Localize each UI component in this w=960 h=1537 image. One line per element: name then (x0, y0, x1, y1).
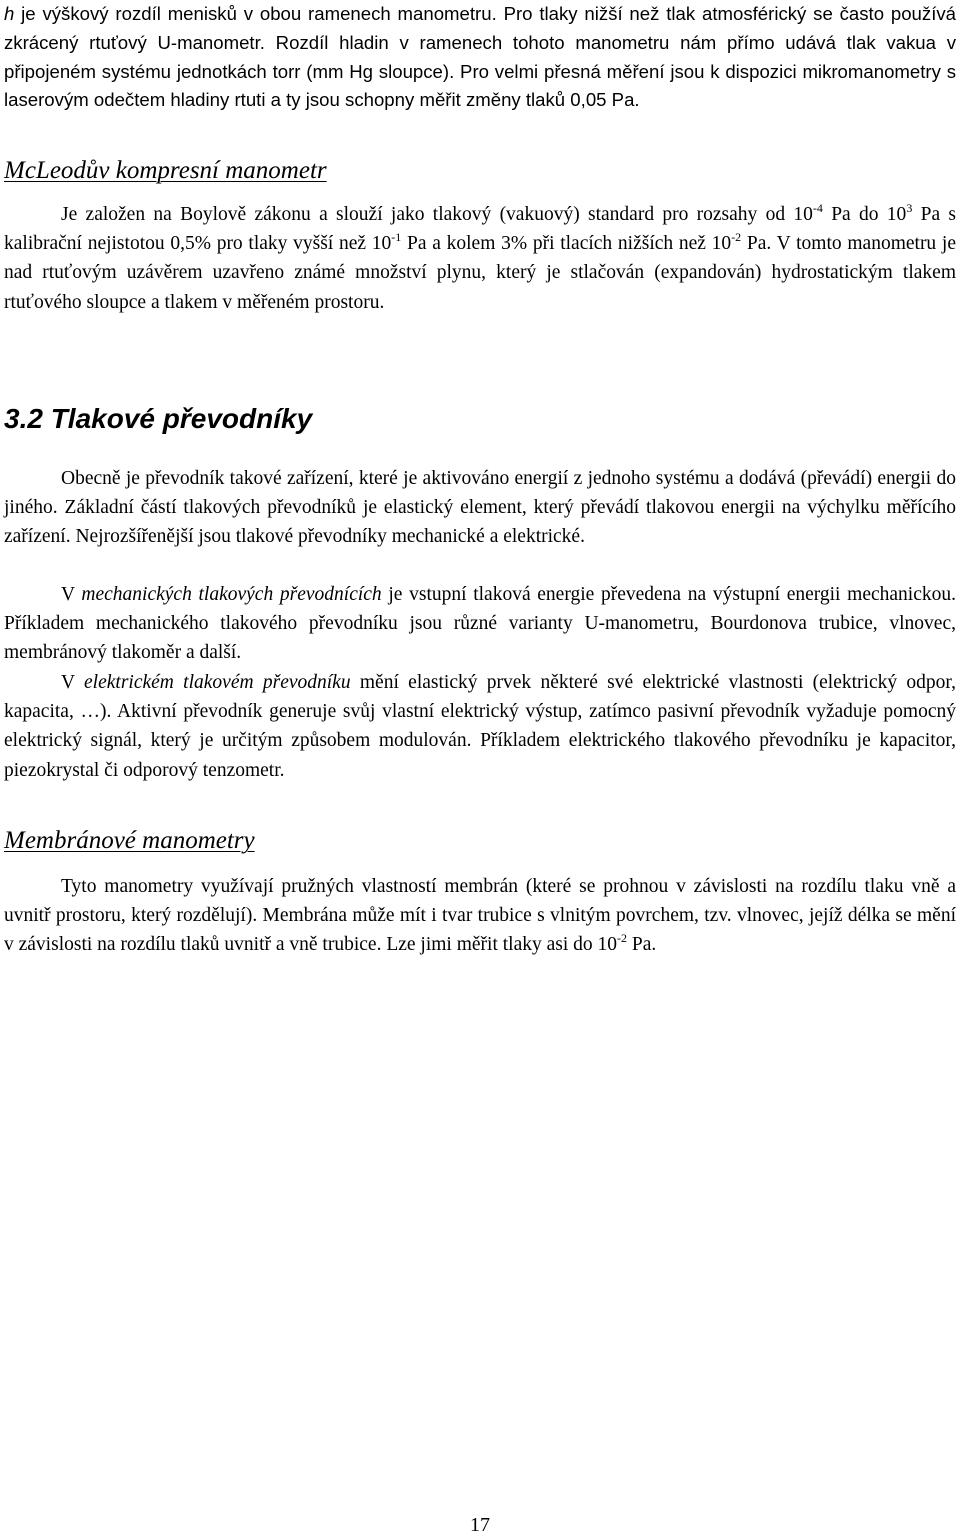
paragraph-converter-definition: Obecně je převodník takové zařízení, které je aktivováno energií z jednoho systému a dodává (převádí) energii do jiného. Základní částí tlakových převodníků je elastický element, který převádí tlakovou energii na výchylku měřícího zařízení. Nejrozšířenější jsou tlakové převodníky mechanické a elektrické. (4, 468, 956, 548)
membrane-text-b: Pa. (627, 934, 657, 956)
page-number: 17 (470, 1514, 490, 1536)
mcleod-text-c: Pa s kalibrační nejistotou 0,5% pro tlaky vyšší než 10 (4, 204, 956, 255)
paragraph-mcleod (4, 200, 956, 317)
membrane-text-a: Tyto manometry využívají pružných vlastností membrán (které se prohnou v závislosti na rozdílu tlaku vně a uvnitř prostoru, který rozdělují). Membrána může mít i tvar trubice s vlnitým povrchem, tzv. vlnovec, jejíž délka se mění v závislosti na rozdílu tlaků uvnitř a vně trubice. Lze jimi měřit tlaky asi do 10 (4, 876, 956, 956)
variable-h: h (4, 3, 15, 24)
mcleod-sup-2: 3 (906, 201, 913, 215)
mcleod-sup-3: -1 (391, 230, 402, 245)
mcleod-text-a: Je založen na Boylově zákonu a slouží jako tlakový (vakuový) standard pro rozsahy od 10 (61, 204, 813, 225)
heading-mcleod: McLeodův kompresní manometr (4, 157, 327, 184)
paragraph-membrane (4, 872, 956, 960)
paragraph-mechanical (4, 580, 956, 668)
mcleod-text-b: Pa do 10 (822, 204, 907, 225)
paragraph-electrical (4, 668, 956, 785)
mechanical-text-a: V (61, 584, 82, 605)
mcleod-text-e: Pa. V tomto manometru je nad rtuťovým uzávěrem uzavřeno známé množství plynu, který je stlačován (expandován) hydrostatickým tlakem rtuťového sloupce a tlakem v měřeném prostoru. (4, 233, 956, 313)
paragraph-top (4, 0, 956, 115)
membrane-sup: -2 (617, 931, 628, 946)
heading-membrane: Membránové manometry (4, 827, 255, 854)
electrical-text-a: V (61, 672, 85, 693)
mechanical-text-b: je vstupní tlaková energie převedena na výstupní energii mechanickou. Příkladem mechanického tlakového převodníku jsou různé varianty U-manometru, Bourdonova trubice, vlnovec, membránový tlakoměr a další. (4, 584, 956, 664)
mcleod-text-d: Pa a kolem 3% při tlacích nižších než 10 (401, 233, 732, 255)
mcleod-sup-4: -2 (731, 230, 742, 245)
paragraph-top-text: je výškový rozdíl menisků v obou ramenech manometru. Pro tlaky nižší než tlak atmosférický se často používá zkrácený rtuťový U-manometr. Rozdíl hladin v ramenech tohoto manometru nám přímo udává tlak vakua v připojeném systému jednotkách torr (mm Hg sloupce). Pro velmi přesná měření jsou k dispozici mikromanometry s laserovým odečtem hladiny rtuti a ty jsou schopny měřit změny tlaků 0,05 Pa. (4, 3, 956, 111)
electrical-term: elektrickém tlakovém převodníku (84, 672, 351, 693)
electrical-text-b: mění elastický prvek některé své elektrické vlastnosti (elektrický odpor, kapacita, …). Aktivní převodník generuje svůj vlastní elektrický výstup, zatímco pasivní převodník vyžaduje pomocný elektrický signál, který je určitým způsobem modulován. Příkladem elektrického tlakového převodníku je kapacitor, piezokrystal či odporový tenzometr. (4, 672, 956, 781)
mcleod-sup-1: -4 (812, 201, 823, 215)
section-heading: 3.2 Tlakové převodníky (4, 403, 313, 434)
mechanical-term: mechanických tlakových převodnících (81, 584, 382, 605)
